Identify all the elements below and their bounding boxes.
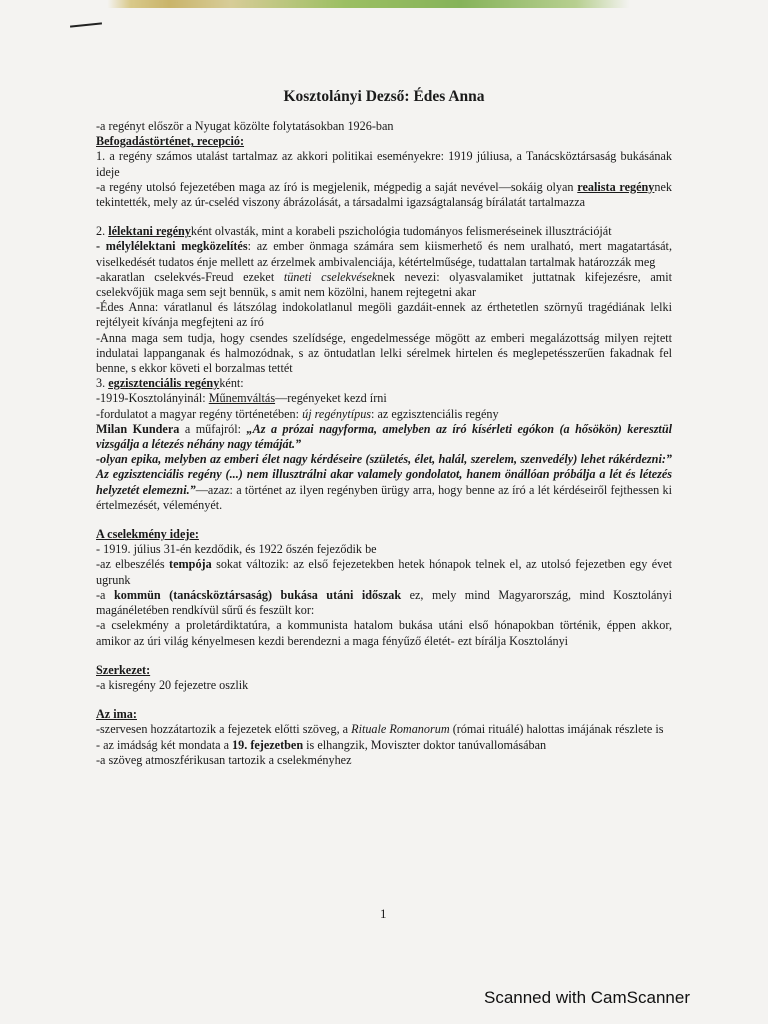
page-number: 1 xyxy=(380,906,387,921)
section-heading-time: A cselekmény ideje: xyxy=(96,527,199,542)
scanner-watermark: Scanned with CamScanner xyxy=(483,988,690,1007)
paragraph: -a szöveg atmoszférikusan tartozik a cselekményhez xyxy=(96,752,352,767)
paragraph: - az imádság két mondata a 19. fejezetben is elhangzik, Moviszter doktor tanúvallomásában xyxy=(96,737,547,752)
paragraph: -a regény utolsó fejezetében maga az író is megjelenik, mégpedig a saját nevével—sokáig olyan realista regénynek tekintették, mely az úr-cseléd viszony ábrázolását, a társadalmi igazságtalanság bírálatát tartalmazza xyxy=(96,179,672,210)
paragraph: - 1919. július 31-én kezdődik, és 1922 őszén fejeződik be xyxy=(96,542,377,557)
paragraph: Milan Kundera a műfajról: „Az a prózai nagyforma, amelyben az író kísérleti egókon (a hősökön) keresztül vizsgálja a létezés néhány nagy témáját.” xyxy=(96,421,672,452)
paragraph: -szervesen hozzátartozik a fejezetek előtti szöveg, a Rituale Romanorum (római rituálé) halottas imájának részlete is xyxy=(96,722,664,737)
document-body xyxy=(96,119,672,768)
paragraph: -Anna maga sem tudja, hogy csendes szelídsége, engedelmessége mögött az emberi megalázottság milyen rejtett indulatai lappanganak és halmozódnak, s az öntudatlan lelki sérelmek hirtelen és meglepetésszerűen fakadnak fel benne, s ekkor követi el borzalmas tettét xyxy=(96,330,672,376)
paragraph: 2. lélektani regényként olvasták, mint a korabeli pszichológia tudományos felismeréseinek illusztrációját xyxy=(96,224,612,239)
paragraph: -olyan epika, melyben az emberi élet nagy kérdéseire (születés, élet, halál, szerelem, szenvedély) lehet rákérdezni:” Az egzisztenciális regény (...) nem illusztrálni akar valamely gondolatot, hanem önállóan próbálja a lét és létezés helyzetét elemezni.”—azaz: a történet az ilyen regényben ürügy arra, hogy benne az író a lét kérdéseiről fejthessen ki értelmezését, véleményét. xyxy=(96,452,672,512)
paragraph: -fordulatot a magyar regény történetében: új regénytípus: az egzisztenciális regény xyxy=(96,406,499,421)
paragraph: -1919-Kosztolányinál: Műnemváltás—regényeket kezd írni xyxy=(96,391,387,406)
paragraph: -akaratlan cselekvés-Freud ezeket tüneti cselekvéseknek nevezi: olyasvalamiket juttatnak kifejezésre, amit cselekvőjük maga sem sejt bennük, s amit nem közölni, hanem rejtegetni akar xyxy=(96,269,672,300)
paragraph: 3. egzisztenciális regényként: xyxy=(96,376,244,391)
scan-edge-strip xyxy=(0,0,768,8)
section-heading-structure: Szerkezet: xyxy=(96,662,151,677)
paragraph: 1. a regény számos utalást tartalmaz az akkori politikai eseményekre: 1919 júliusa, a Tanácsköztársaság bukásának ideje xyxy=(96,149,672,179)
pen-mark xyxy=(70,22,102,27)
paragraph: -a kisregény 20 fejezetre oszlik xyxy=(96,677,249,692)
paragraph: -a cselekmény a proletárdiktatúra, a kommunista hatalom bukása utáni első hónapokban történik, éppen akkor, amikor az úri világ kényelmesen kezdi berendezni a maga fényűző életét- ezt bírálja Kosztolányi xyxy=(96,618,672,648)
section-heading-reception: Befogadástörténet, recepció: xyxy=(96,134,245,149)
paragraph: - mélylélektani megközelítés: az ember önmaga számára sem kiismerhető és nem uralható, mert magatartását, viselkedését tudatos énje mellett az érzelmek ambivalenciája, kétértelműsége, tudattalan tartalmak határozzák meg xyxy=(96,239,672,269)
paragraph: -a regényt először a Nyugat közölte folytatásokban 1926-ban xyxy=(96,119,394,133)
paragraph: -Édes Anna: váratlanul és látszólag indokolatlanul megöli gazdáit-ennek az érthetetlen szörnyű tragédiának lelki rejtélyeit kívánja megfejteni az író xyxy=(96,300,672,330)
page-title: Kosztolányi Dezső: Édes Anna xyxy=(283,88,485,105)
paragraph: -a kommün (tanácsköztársaság) bukása utáni időszak ez, mely mind Magyarország, mind Kosztolányi magánéletében rendkívül sűrű és feszült kor: xyxy=(96,587,672,618)
section-heading-prayer: Az ima: xyxy=(96,707,137,722)
paragraph: -az elbeszélés tempója sokat változik: az első fejezetekben hetek hónapok telnek el, az utolsó fejezetben egy évet ugrunk xyxy=(96,557,672,587)
